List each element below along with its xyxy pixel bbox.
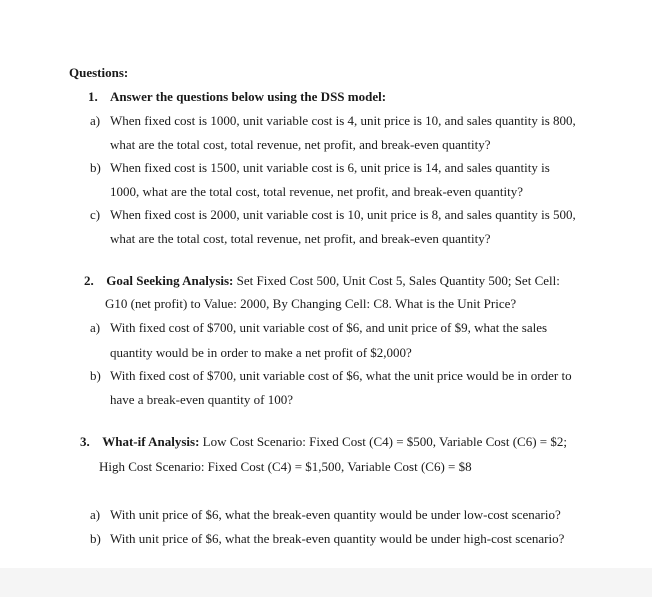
section-1-item-c-line2: what are the total cost, total revenue, net profit, and break-even quantity? [110,231,491,246]
section-3-line1-rest: Low Cost Scenario: Fixed Cost (C4) = $500, Variable Cost (C6) = $2; [202,434,567,449]
questions-heading: Questions: [69,65,129,80]
section-3-number: 3. [80,434,90,449]
section-1-item-c-marker: c) [90,207,101,222]
section-2-number: 2. [84,273,94,288]
section-2-line1-rest: Set Fixed Cost 500, Unit Cost 5, Sales Quantity 500; Set Cell: [236,273,560,288]
section-1-number: 1. [88,89,98,104]
section-1-item-a-marker: a) [90,113,101,128]
section-2-item-b-marker: b) [90,368,101,383]
section-2-item-a-line1: With fixed cost of $700, unit variable cost of $6, and unit price of $9, what the sales [110,320,548,335]
section-2-line2: G10 (net profit) to Value: 2000, By Changing Cell: C8. What is the Unit Price? [105,296,517,311]
section-3-item-a-marker: a) [90,507,101,522]
section-1-item-c-line1: When fixed cost is 2000, unit variable cost is 10, unit price is 8, and sales quantity is 500, [110,207,576,222]
section-2-title: Goal Seeking Analysis: [106,273,234,288]
section-3-item-a-line1: With unit price of $6, what the break-even quantity would be under low-cost scenario? [110,507,561,522]
section-1-item-a-line1: When fixed cost is 1000, unit variable cost is 4, unit price is 10, and sales quantity is 800, [110,113,576,128]
section-3-title: What-if Analysis: [102,434,200,449]
section-3-line2: High Cost Scenario: Fixed Cost (C4) = $1,500, Variable Cost (C6) = $8 [99,459,472,474]
section-3-line1 [80,434,567,450]
section-3-item-b-line1: With unit price of $6, what the break-even quantity would be under high-cost scenario? [110,531,565,546]
bottom-band [0,568,652,597]
section-1-item-a-line2: what are the total cost, total revenue, net profit, and break-even quantity? [110,137,491,152]
section-2-item-a-line2: quantity would be in order to make a net profit of $2,000? [110,345,412,360]
section-3-item-b-marker: b) [90,531,101,546]
section-1-item-b-line2: 1000, what are the total cost, total revenue, net profit, and break-even quantity? [110,184,523,199]
section-2-line1 [84,273,560,289]
section-1-item-b-marker: b) [90,160,101,175]
section-1-title: Answer the questions below using the DSS model: [110,89,387,104]
section-2-item-b-line2: have a break-even quantity of 100? [110,392,294,407]
section-2-item-a-marker: a) [90,320,101,335]
section-1-item-b-line1: When fixed cost is 1500, unit variable cost is 6, unit price is 14, and sales quantity is [110,160,550,175]
section-2-item-b-line1: With fixed cost of $700, unit variable cost of $6, what the unit price would be in order to [110,368,572,383]
